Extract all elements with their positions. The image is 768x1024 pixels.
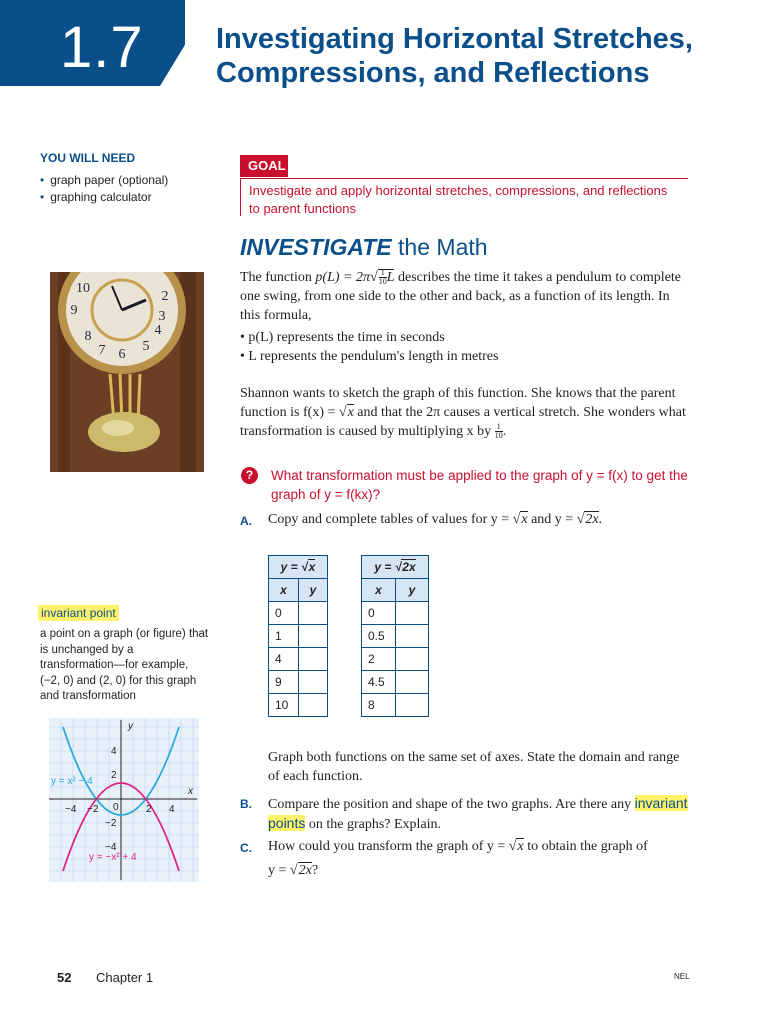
col-header-x: x <box>362 579 396 602</box>
bullet-icon: • <box>40 190 45 204</box>
table-sqrt-2x <box>361 555 429 717</box>
table-cell-x: 0 <box>269 602 299 625</box>
table-cell-x: 10 <box>269 694 299 717</box>
svg-text:3: 3 <box>158 309 166 324</box>
table-cell-y <box>299 671 328 694</box>
investigate-heading: INVESTIGATE the Math <box>240 234 488 260</box>
bullet-icon: • <box>240 330 249 345</box>
col-header-x: x <box>269 579 299 602</box>
step-b-label: B. <box>240 797 252 811</box>
svg-text:10: 10 <box>76 281 90 296</box>
step-a-label: A. <box>240 514 252 528</box>
table-cell-y <box>396 671 429 694</box>
svg-text:7: 7 <box>98 343 106 358</box>
table-cell-y <box>299 648 328 671</box>
shannon-paragraph: Shannon wants to sketch the graph of this function. She knows that the parent function is f(x) = √x and that the 2π causes a vertical stretch. She wonders what transformation is caused by multiplying x by $\frac{1}{10}$ . <box>240 386 686 441</box>
step-a-text: Copy and complete tables of values for y = √x and y = √2x. <box>268 512 603 527</box>
svg-text:6: 6 <box>118 347 126 362</box>
goal-rule-vertical <box>240 178 241 216</box>
col-header-y: y <box>299 579 328 602</box>
step-b-text: Compare the position and shape of the two graphs. Are there any invariant points on the graphs? Explain. <box>268 795 688 832</box>
table-cell-y <box>299 694 328 717</box>
need-item: • graphing calculator <box>40 190 152 204</box>
svg-text:2: 2 <box>161 289 169 304</box>
tick-label: 2 <box>146 804 152 815</box>
tick-label: −4 <box>65 804 77 815</box>
glossary-definition: a point on a graph (or figure) that is unchanged by a transformation—for example, (−2, 0) and (2, 0) for this graph and transformation <box>40 628 209 702</box>
highlight-points: points <box>268 815 306 831</box>
table-title: y = √x <box>269 556 328 579</box>
bullet-time: • p(L) represents the time in seconds <box>240 330 445 345</box>
bullet-icon: • <box>240 349 249 364</box>
svg-text:5: 5 <box>142 339 150 354</box>
table-cell-y <box>396 648 429 671</box>
table-cell-x: 4 <box>269 648 299 671</box>
publisher-label: NEL <box>674 972 690 981</box>
table-cell-x: 1 <box>269 625 299 648</box>
curve-label-downward: y = −x² + 4 <box>89 852 137 863</box>
table-cell-x: 4.5 <box>362 671 396 694</box>
table-cell-y <box>299 625 328 648</box>
table-cell-y <box>396 602 429 625</box>
table-title: y = √2x <box>362 556 429 579</box>
highlight-invariant: invariant <box>634 795 688 811</box>
table-cell-y <box>299 602 328 625</box>
bullet-icon: • <box>40 173 45 187</box>
curve-label-upward: y = x² − 4 <box>51 776 93 787</box>
section-number: 1.7 <box>60 15 144 80</box>
you-will-need-heading: YOU WILL NEED <box>40 151 136 165</box>
tick-label: 4 <box>169 804 175 815</box>
table-cell-x: 9 <box>269 671 299 694</box>
question-icon: ? <box>241 467 258 484</box>
table-cell-y <box>396 625 429 648</box>
page-title: Investigating Horizontal Stretches, Compressions, and Reflections <box>216 23 693 89</box>
tick-label: −2 <box>87 804 99 815</box>
table-cell-x: 0 <box>362 602 396 625</box>
need-item: • graph paper (optional) <box>40 173 169 187</box>
tick-label: −2 <box>105 818 117 829</box>
goal-rule <box>240 178 688 179</box>
y-axis-label: y <box>128 721 133 732</box>
svg-text:9: 9 <box>70 303 78 318</box>
intro-paragraph: The function p(L) = 2π√ $\frac{1}{10}$ L describes the time it takes a pendulum to complete one swing, from one side to the other and back, as a function of its length. In this formula, <box>240 268 682 323</box>
invariant-point-graph <box>49 718 199 882</box>
x-axis-label: x <box>188 786 193 797</box>
tick-label: 0 <box>113 802 119 813</box>
tick-label: 4 <box>111 746 117 757</box>
svg-text:4: 4 <box>154 323 162 338</box>
step-c-text-2: y = √2x? <box>268 863 319 878</box>
col-header-y: y <box>396 579 429 602</box>
chapter-label: Chapter 1 <box>96 970 154 985</box>
page-number: 52 <box>57 970 72 985</box>
bullet-length: • L represents the pendulum's length in metres <box>240 349 499 364</box>
goal-label: GOAL <box>240 155 288 177</box>
goal-text: Investigate and apply horizontal stretches, compressions, and reflections to parent functions <box>249 183 668 216</box>
table-cell-x: 0.5 <box>362 625 396 648</box>
step-c-label: C. <box>240 841 252 855</box>
tick-label: 2 <box>111 770 117 781</box>
table-cell-y <box>396 694 429 717</box>
glossary-term: invariant point <box>38 605 119 621</box>
pendulum-clock-photo <box>50 272 204 472</box>
table-sqrt-x <box>268 555 328 717</box>
graph-instruction: Graph both functions on the same set of axes. State the domain and range of each function. <box>268 750 680 784</box>
pendulum-clock-image <box>50 272 204 472</box>
tick-label: −4 <box>105 842 117 853</box>
step-c-text: How could you transform the graph of y = √x to obtain the graph of <box>268 839 648 854</box>
table-cell-x: 2 <box>362 648 396 671</box>
table-cell-x: 8 <box>362 694 396 717</box>
svg-text:8: 8 <box>84 329 92 344</box>
central-question: What transformation must be applied to the graph of y = f(x) to get the graph of y = f(kx)? <box>271 468 688 502</box>
